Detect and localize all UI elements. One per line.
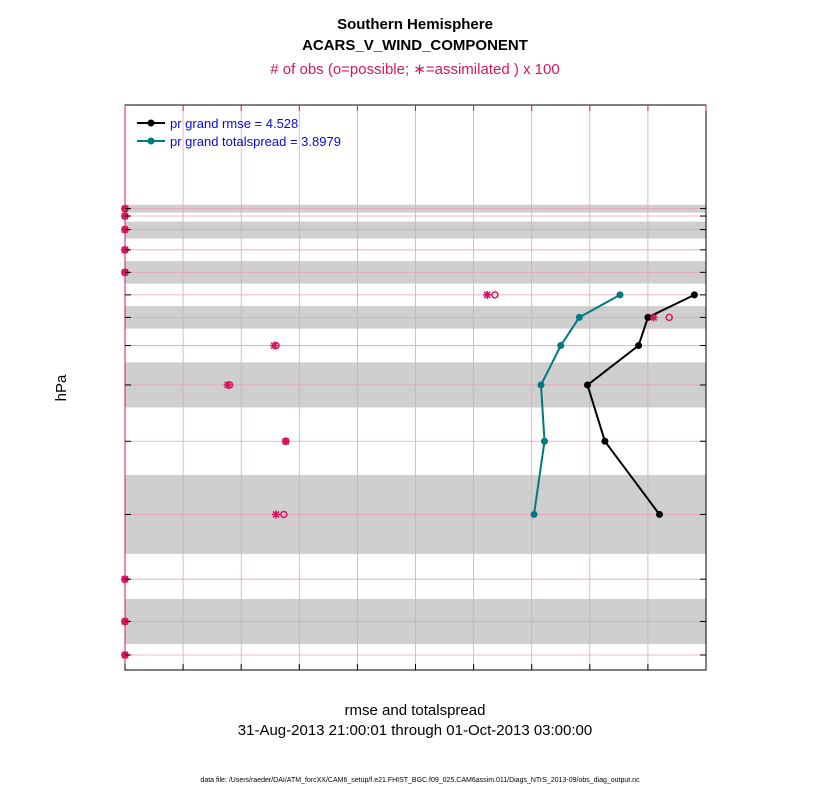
date-range: 31-Aug-2013 21:00:01 through 01-Oct-2013 03:00:00 (237, 722, 593, 739)
series-point-1 (576, 314, 583, 321)
series-point-1 (541, 438, 548, 445)
obs-assimilated-marker (270, 342, 278, 350)
series-point-0 (691, 291, 698, 298)
chart-title: Southern Hemisphere (337, 16, 493, 33)
x-axis-label: rmse and totalspread (344, 702, 486, 719)
data-file-footer: data file: /Users/raeder/DAI/ATM_forcXX/CAM6_setup/f.e21.FHIST_BGC.f09_025.CAM6assim.011/Diags_NTrS_2013-09/obs_diag_output.nc (200, 777, 640, 784)
series-point-1 (557, 342, 564, 349)
series-point-0 (635, 342, 642, 349)
obs-assimilated-marker (224, 381, 232, 389)
chart-subtitle: ACARS_V_WIND_COMPONENT (302, 37, 528, 54)
obs-assimilated-marker (483, 291, 491, 299)
series-point-1 (617, 291, 624, 298)
y-axis-label: hPa (53, 374, 70, 402)
legend-label-rmse: pr grand rmse = 4.528 (170, 116, 299, 131)
series-point-0 (656, 511, 663, 518)
series-point-1 (531, 511, 538, 518)
series-point-0 (584, 381, 591, 388)
series-point-0 (601, 438, 608, 445)
obs-assimilated-marker (272, 510, 280, 518)
series-point-1 (537, 381, 544, 388)
legend-marker-rmse (148, 120, 155, 127)
obs-assimilated-marker (282, 437, 290, 445)
top-axis-label: # of obs (o=possible; ∗=assimilated ) x 100 (270, 61, 560, 78)
legend-marker-totalspread (148, 138, 155, 145)
obs-assimilated-marker (650, 313, 658, 321)
legend-label-totalspread: pr grand totalspread = 3.8979 (170, 134, 341, 149)
legend (137, 116, 341, 149)
